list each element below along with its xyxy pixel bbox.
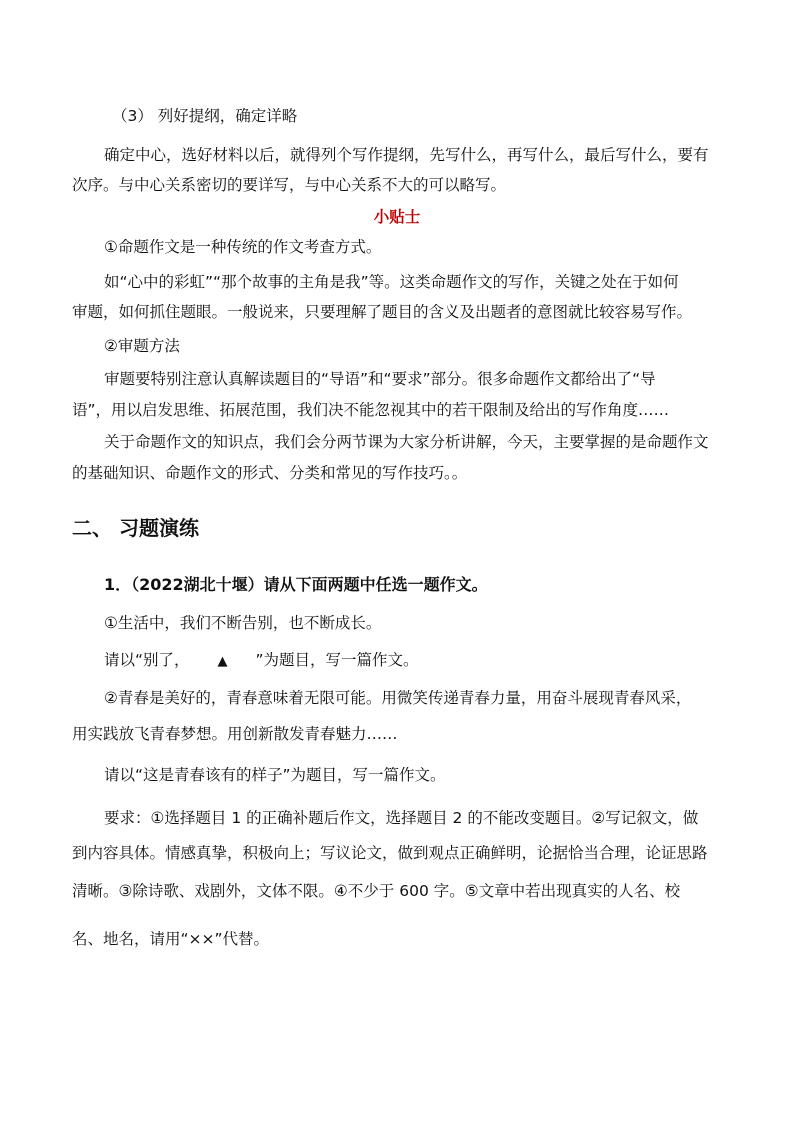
blank-triangle-icon: ▲ (217, 654, 228, 669)
requirements-line-1: 要求：①选择题目 1 的正确补题后作文，选择题目 2 的不能改变题目。②写记叙文，做 (104, 809, 699, 827)
prompt-prefix: 请以“别了， (104, 651, 190, 669)
requirements-line-2: 到内容具体。情感真挚，积极向上；写议论文，做到观点正确鲜明，论据恰当合理，论证思路 (72, 844, 708, 862)
requirements-line-4: 名、地名，请用“××”代替。 (72, 930, 270, 948)
tips-item-1-line-2: 审题，如何抓住题眼。一般说来，只要理解了题目的含义及出题者的意图就比较容易写作。 (72, 303, 693, 321)
tips-title: 小贴士 (373, 208, 421, 226)
question-1-option-2-line-1: ②青春是美好的，青春意味着无限可能。用微笑传递青春力量，用奋斗展现青春风采， (104, 689, 692, 707)
requirements-line-3: 清晰。③除诗歌、戏剧外，文体不限。④不少于 600 字。⑤文章中若出现真实的人名、校 (72, 882, 681, 900)
tips-item-2-line-1: 审题要特别注意认真解读题目的“导语”和“要求”部分。很多命题作文都给出了“导 (104, 370, 656, 388)
tips-item-1: ①命题作文是一种传统的作文考查方式。 (104, 238, 382, 256)
tips-summary-line-2: 的基础知识、命题作文的形式、分类和常见的写作技巧。。 (72, 464, 468, 482)
question-1-option-2-prompt: 请以“这是青春该有的样子”为题目，写一篇作文。 (104, 766, 446, 784)
question-1-title: 1．（2022湖北十堰）请从下面两题中任选一题作文。 (104, 575, 488, 594)
tips-item-1-line-1: 如“心中的彩虹”“那个故事的主角是我”等。这类命题作文的写作，关键之处在于如何 (104, 273, 679, 291)
tips-item-2-line-2: 语”，用以启发思维、拓展范围，我们决不能忽视其中的若干限制及给出的写作角度…… (72, 401, 670, 419)
tips-item-2: ②审题方法 (104, 337, 180, 355)
section3-paragraph-line-1: 确定中心，选好材料以后，就得列个写作提纲，先写什么，再写什么，最后写什么，要有 (104, 146, 709, 164)
question-1-option-2-line-2: 用实践放飞青春梦想。用创新散发青春魅力…… (72, 725, 398, 743)
prompt-suffix: ”为题目，写一篇作文。 (255, 651, 419, 669)
question-1-option-1-prompt (104, 650, 419, 672)
section-two-heading: 二、 习题演练 (72, 516, 199, 540)
question-1-option-1: ①生活中，我们不断告别，也不断成长。 (104, 614, 382, 632)
tips-summary-line-1: 关于命题作文的知识点，我们会分两节课为大家分析讲解，今天，主要掌握的是命题作文 (104, 433, 709, 451)
section3-paragraph-line-2: 次序。与中心关系密切的要详写，与中心关系不大的可以略写。 (72, 176, 507, 194)
section3-heading: （3） 列好提纲，确定详略 (112, 107, 298, 125)
